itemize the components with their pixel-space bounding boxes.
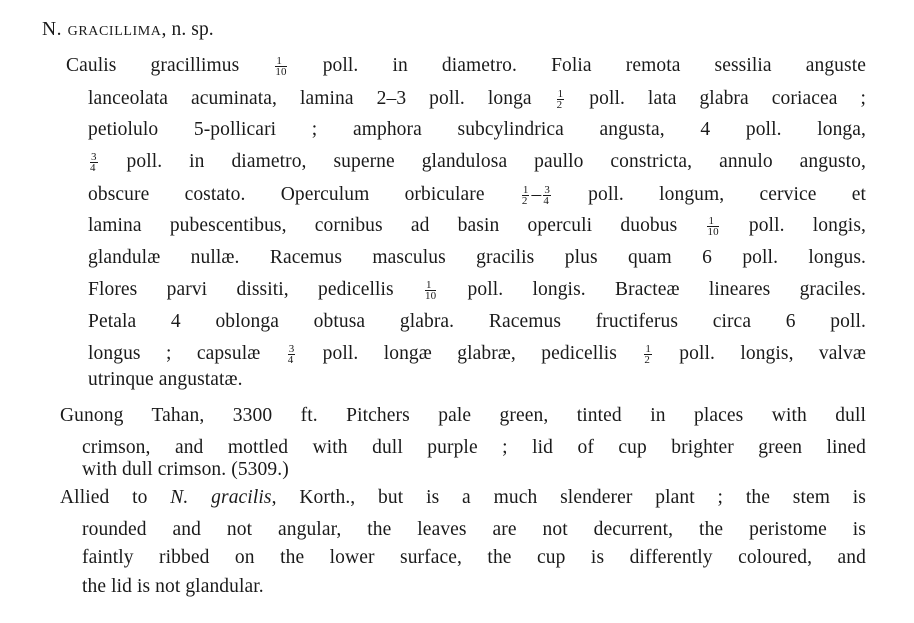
note-species: N. gracilis (170, 487, 272, 508)
fraction: $\frac{1}{2}$ (644, 343, 651, 367)
description-line: Caulis gracillimus $\frac{1}{10}$ poll. in diametro. Folia remota sessilia anguste (66, 55, 866, 79)
fraction: $\frac{1}{10}$ (275, 55, 287, 79)
fraction: $\frac{1}{2}$ (521, 184, 529, 208)
description-line: Flores parvi dissiti, pedicellis $\frac{1}{10}$ poll. longis. Bracteæ lineares graciles. (88, 279, 866, 303)
note-line (60, 486, 866, 510)
locality-line: crimson, and mottled with dull purple ; lid of cup brighter green lined (82, 437, 866, 458)
description-line: lamina pubescentibus, cornibus ad basin operculi duobus $\frac{1}{10}$ poll. longis, (88, 215, 866, 239)
description-line: obscure costato. Operculum orbiculare $\frac{1}{2}$ – $\frac{3}{4}$ poll. longum, cervice et (88, 184, 867, 208)
description-line: glandulæ nullæ. Racemus masculus gracilis plus quam 6 poll. longus. (88, 247, 866, 268)
locality-line: with dull crimson. (5309.) (82, 459, 289, 480)
description-line: longus ; capsulæ $\frac{3}{4}$ poll. longæ glabræ, pedicellis $\frac{1}{2}$ poll. longis, valvæ (88, 343, 867, 367)
species-name: N. gracillima (42, 19, 162, 40)
note-rest: , Korth., but is a much slenderer plant ; the stem is (271, 487, 866, 508)
description-line: lanceolata acuminata, lamina 2–3 poll. longa $\frac{1}{2}$ poll. lata glabra coriacea ; (88, 88, 866, 112)
locality-line: Gunong Tahan, 3300 ft. Pitchers pale green, tinted in places with dull (60, 405, 866, 426)
fraction: $\frac{3}{4}$ (287, 343, 295, 367)
fraction: $\frac{1}{2}$ (556, 88, 564, 112)
fraction: $\frac{1}{10}$ (707, 215, 719, 239)
description-line: Petala 4 oblonga obtusa glabra. Racemus fructiferus circa 6 poll. (88, 311, 866, 332)
note-line: faintly ribbed on the lower surface, the cup is differently coloured, and (82, 547, 866, 568)
fraction: $\frac{3}{4}$ (543, 184, 550, 208)
note-line: the lid is not glandular. (82, 576, 264, 597)
description-line: utrinque angustatæ. (88, 369, 243, 390)
description-line: petiolulo 5-pollicari ; amphora subcylindrica angusta, 4 poll. longa, (88, 119, 866, 140)
species-status: , n. sp. (161, 19, 214, 40)
species-heading (42, 18, 214, 42)
note-intro: Allied to (60, 487, 171, 508)
fraction: $\frac{3}{4}$ (90, 151, 97, 175)
fraction: $\frac{1}{10}$ (425, 279, 437, 303)
note-line: rounded and not angular, the leaves are not decurrent, the peristome is (82, 519, 866, 540)
description-line: $\frac{3}{4}$ poll. in diametro, superne glandulosa paullo constricta, annulo angusto, (90, 151, 866, 175)
